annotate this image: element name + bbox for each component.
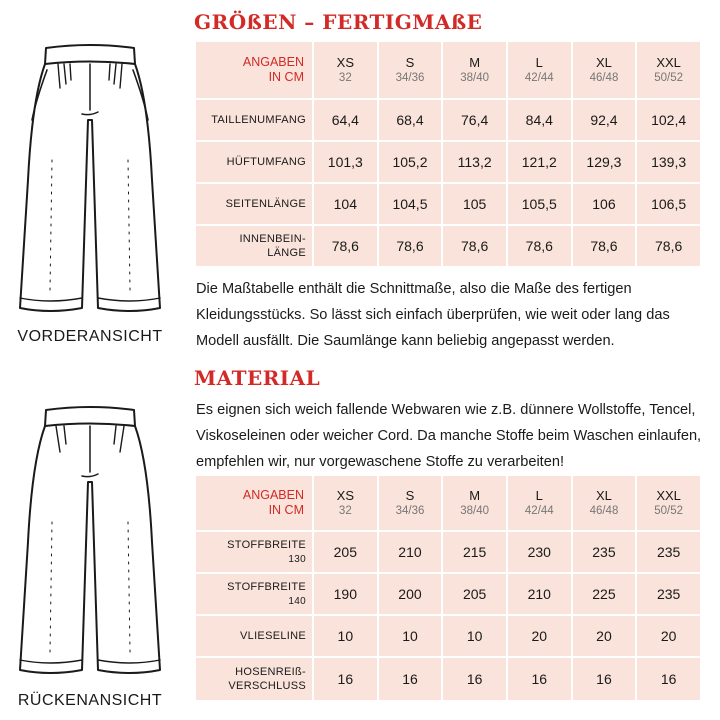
table-row-waist	[195, 99, 701, 141]
front-view-drawing	[0, 40, 180, 330]
cell: 104	[313, 183, 378, 225]
cell: 210	[507, 573, 572, 615]
cell: 235	[636, 531, 701, 573]
header-line-2: IN CM	[268, 503, 304, 517]
cell: 235	[572, 531, 637, 573]
row-label: VLIESELINE	[195, 615, 313, 657]
cell: 64,4	[313, 99, 378, 141]
eu-size: 50/52	[654, 505, 684, 517]
row-label-line-2: VERSCHLUSS	[228, 680, 306, 692]
cell: 78,6	[636, 225, 701, 267]
size-xl	[572, 475, 637, 531]
size-label: S	[405, 488, 415, 503]
cell: 78,6	[378, 225, 443, 267]
cell: 78,6	[507, 225, 572, 267]
row-label-line-2: 140	[288, 595, 306, 607]
material-header-label	[195, 475, 313, 531]
eu-size: 34/36	[395, 505, 425, 517]
size-xl	[572, 41, 637, 99]
cell: 129,3	[572, 141, 637, 183]
row-label	[195, 225, 313, 267]
size-label: XXL	[656, 55, 681, 70]
eu-size: 42/44	[524, 72, 554, 84]
cell: 105,5	[507, 183, 572, 225]
table-row-inseam	[195, 225, 701, 267]
size-m	[442, 41, 507, 99]
sizes-note: Die Maßtabelle enthält die Schnittmaße, also die Maße des fertigen Kleidungsstücks. So lässt sich einfach überprüfen, wie weit oder lang das Modell ausfällt. Die Saumlänge kann beliebig angepasst werden.	[196, 281, 670, 349]
cell: 20	[572, 615, 637, 657]
size-l	[507, 475, 572, 531]
size-s	[378, 475, 443, 531]
eu-size: 32	[338, 72, 352, 84]
cell: 16	[442, 657, 507, 701]
eu-size: 50/52	[654, 72, 684, 84]
table-row-fabric-140	[195, 573, 701, 615]
sizes-heading: GRÖßEN – FERTIGMAßE	[194, 10, 483, 34]
table-row-zipper	[195, 657, 701, 701]
cell: 210	[378, 531, 443, 573]
size-label: XL	[596, 488, 612, 503]
table-row-fabric-130	[195, 531, 701, 573]
sizes-header-label	[195, 41, 313, 99]
cell: 16	[507, 657, 572, 701]
cell: 235	[636, 573, 701, 615]
material-header-row	[195, 475, 701, 531]
row-label	[195, 531, 313, 573]
cell: 205	[442, 573, 507, 615]
row-label-line-2: 130	[288, 553, 306, 565]
cell: 78,6	[442, 225, 507, 267]
eu-size: 46/48	[589, 505, 619, 517]
header-line-1: ANGABEN	[242, 55, 304, 69]
cell: 10	[442, 615, 507, 657]
cell: 76,4	[442, 99, 507, 141]
cell: 225	[572, 573, 637, 615]
cell: 200	[378, 573, 443, 615]
size-xxl	[636, 475, 701, 531]
back-view-caption: RÜCKENANSICHT	[17, 692, 163, 709]
row-label	[195, 573, 313, 615]
row-label-line-2: LÄNGE	[267, 247, 306, 259]
size-label: L	[535, 55, 543, 70]
cell: 102,4	[636, 99, 701, 141]
sizes-table	[194, 40, 702, 268]
cell: 121,2	[507, 141, 572, 183]
cell: 78,6	[313, 225, 378, 267]
cell: 16	[313, 657, 378, 701]
front-view-caption: VORDERANSICHT	[17, 328, 163, 345]
cell: 215	[442, 531, 507, 573]
cell: 230	[507, 531, 572, 573]
eu-size: 32	[338, 505, 352, 517]
material-table	[194, 474, 702, 702]
table-row-interfacing	[195, 615, 701, 657]
cell: 16	[636, 657, 701, 701]
size-xs	[313, 475, 378, 531]
size-label: M	[469, 55, 481, 70]
cell: 106,5	[636, 183, 701, 225]
size-label: XS	[336, 55, 354, 70]
eu-size: 38/40	[460, 72, 490, 84]
size-m	[442, 475, 507, 531]
cell: 205	[313, 531, 378, 573]
cell: 104,5	[378, 183, 443, 225]
cell: 106	[572, 183, 637, 225]
sizes-header-row	[195, 41, 701, 99]
eu-size: 38/40	[460, 505, 490, 517]
table-row-hip	[195, 141, 701, 183]
row-label	[195, 657, 313, 701]
cell: 139,3	[636, 141, 701, 183]
size-xxl	[636, 41, 701, 99]
cell: 84,4	[507, 99, 572, 141]
cell: 105,2	[378, 141, 443, 183]
row-label: SEITENLÄNGE	[195, 183, 313, 225]
size-label: S	[405, 55, 415, 70]
material-heading: MATERIAL	[194, 366, 321, 390]
cell: 113,2	[442, 141, 507, 183]
size-xs	[313, 41, 378, 99]
cell: 105	[442, 183, 507, 225]
cell: 10	[313, 615, 378, 657]
material-note: Es eignen sich weich fallende Webwaren wie z.B. dünnere Wollstoffe, Tencel, Viskoseleinen oder weicher Cord. Da manche Stoffe beim Waschen einlaufen, empfehlen wir, nur vorgewaschene Stoffe zu verarbeiten!	[196, 402, 702, 470]
size-label: XS	[336, 488, 354, 503]
cell: 16	[378, 657, 443, 701]
size-label: L	[535, 488, 543, 503]
cell: 68,4	[378, 99, 443, 141]
row-label-line-1: STOFFBREITE	[227, 538, 306, 551]
row-label: HÜFTUMFANG	[195, 141, 313, 183]
size-label: XL	[596, 55, 612, 70]
eu-size: 42/44	[524, 505, 554, 517]
size-label: M	[469, 488, 481, 503]
row-label: TAILLENUMFANG	[195, 99, 313, 141]
eu-size: 34/36	[395, 72, 425, 84]
header-line-2: IN CM	[268, 70, 304, 84]
row-label-line-1: STOFFBREITE	[227, 580, 306, 593]
size-label: XXL	[656, 488, 681, 503]
eu-size: 46/48	[589, 72, 619, 84]
cell: 10	[378, 615, 443, 657]
row-label-line-1: INNENBEIN-	[239, 233, 306, 245]
cell: 20	[507, 615, 572, 657]
cell: 16	[572, 657, 637, 701]
cell: 190	[313, 573, 378, 615]
size-l	[507, 41, 572, 99]
row-label-line-1: HOSENREIß-	[235, 666, 306, 678]
table-row-side-length	[195, 183, 701, 225]
cell: 92,4	[572, 99, 637, 141]
header-line-1: ANGABEN	[242, 488, 304, 502]
size-s	[378, 41, 443, 99]
cell: 101,3	[313, 141, 378, 183]
back-view-drawing	[0, 402, 180, 692]
cell: 78,6	[572, 225, 637, 267]
cell: 20	[636, 615, 701, 657]
